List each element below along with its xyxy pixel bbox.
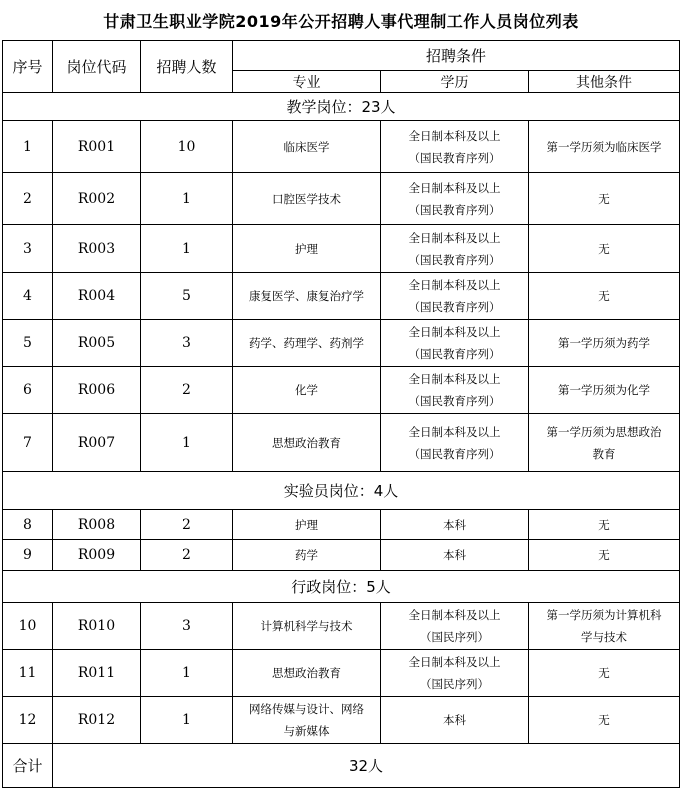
cell-code: R001 (53, 121, 141, 173)
cell-code: R003 (53, 225, 141, 273)
cell-major (233, 225, 381, 273)
cell-other (529, 697, 680, 744)
cell-education-line: 全日制本科及以上 (408, 424, 501, 439)
cell-education (381, 510, 529, 540)
table-row (3, 540, 680, 571)
table-row (3, 697, 680, 744)
cell-major-line: 计算机科学与技术 (260, 619, 353, 633)
cell-major-line: 思想政治教育 (272, 666, 341, 680)
cell-code: R005 (53, 320, 141, 367)
cell-count: 1 (141, 414, 233, 472)
cell-count: 3 (141, 603, 233, 650)
cell-other (529, 540, 680, 571)
cell-other-line: 第一学历须为化学 (558, 383, 650, 397)
cell-major-line: 护理 (295, 241, 318, 256)
table-row (3, 603, 680, 650)
cell-seq: 4 (3, 273, 53, 320)
cell-education (381, 225, 529, 273)
recruitment-table (2, 40, 680, 788)
section-row (3, 93, 680, 121)
table-row (3, 225, 680, 273)
section-row (3, 571, 680, 603)
table-row (3, 510, 680, 540)
cell-education-line: 全日制本科及以上 (408, 325, 501, 339)
cell-other-line: 第一学历须为药学 (558, 336, 650, 350)
cell-other-line: 无 (598, 517, 610, 532)
cell-count: 1 (141, 697, 233, 744)
cell-seq: 8 (3, 510, 53, 540)
cell-major-line: 口腔医学技术 (272, 191, 341, 206)
cell-count: 2 (141, 367, 233, 414)
cell-education-line: 本科 (443, 517, 466, 532)
cell-other (529, 121, 680, 173)
cell-other-line: 第一学历须为临床医学 (546, 139, 662, 154)
header-seq: 序号 (3, 41, 53, 93)
cell-education (381, 173, 529, 225)
cell-other-line: 无 (598, 548, 610, 562)
cell-education-line: （国民序列） (420, 677, 489, 691)
cell-other-line: 教育 (592, 446, 616, 461)
cell-other-line: 无 (598, 191, 610, 206)
cell-count: 2 (141, 510, 233, 540)
cell-major-line: 网络传媒与设计、网络 (249, 702, 364, 716)
total-value: 32人 (53, 744, 680, 788)
cell-count: 5 (141, 273, 233, 320)
header-education: 学历 (381, 71, 529, 93)
cell-other-line: 无 (598, 289, 610, 303)
cell-major (233, 273, 381, 320)
table-body (3, 41, 680, 788)
cell-other (529, 603, 680, 650)
section-row (3, 472, 680, 510)
cell-other-line: 第一学历须为计算机科 (546, 608, 662, 622)
cell-other (529, 367, 680, 414)
cell-education-line: （国民教育序列） (408, 446, 501, 461)
cell-count: 10 (141, 121, 233, 173)
cell-education-line: （国民教育序列） (408, 300, 501, 314)
cell-education (381, 414, 529, 472)
cell-education-line: （国民教育序列） (408, 150, 501, 165)
cell-code: R012 (53, 697, 141, 744)
cell-major (233, 414, 381, 472)
page-title: 甘肃卫生职业学院2019年公开招聘人事代理制工作人员岗位列表 (103, 11, 579, 31)
cell-major (233, 540, 381, 571)
cell-education-line: 全日制本科及以上 (408, 655, 501, 669)
cell-education (381, 603, 529, 650)
cell-education-line: （国民教育序列） (408, 202, 501, 217)
cell-other (529, 650, 680, 697)
cell-education-line: 全日制本科及以上 (408, 372, 501, 386)
cell-major (233, 603, 381, 650)
cell-major (233, 510, 381, 540)
cell-seq: 10 (3, 603, 53, 650)
cell-code: R011 (53, 650, 141, 697)
cell-other-line: 无 (598, 241, 610, 256)
cell-seq: 11 (3, 650, 53, 697)
cell-education-line: （国民教育序列） (408, 394, 501, 408)
section-label: 教学岗位：23人 (3, 93, 680, 121)
cell-count: 1 (141, 225, 233, 273)
cell-education-line: 全日制本科及以上 (408, 180, 501, 195)
cell-code: R007 (53, 414, 141, 472)
cell-education-line: 全日制本科及以上 (408, 128, 501, 143)
cell-major-line: 康复医学、康复治疗学 (249, 289, 364, 303)
total-row (3, 744, 680, 788)
cell-code: R004 (53, 273, 141, 320)
cell-other-line: 无 (598, 666, 610, 680)
cell-education-line: （国民教育序列） (408, 252, 501, 267)
cell-education-line: （国民序列） (420, 630, 489, 644)
cell-count: 1 (141, 173, 233, 225)
cell-code: R006 (53, 367, 141, 414)
cell-major-line: 与新媒体 (283, 724, 330, 738)
cell-education (381, 650, 529, 697)
cell-education (381, 540, 529, 571)
cell-major (233, 173, 381, 225)
cell-major (233, 367, 381, 414)
cell-seq: 12 (3, 697, 53, 744)
cell-education-line: （国民教育序列） (408, 347, 501, 361)
cell-major-line: 护理 (295, 517, 318, 532)
cell-education (381, 273, 529, 320)
header-count: 招聘人数 (141, 41, 233, 93)
table-row (3, 650, 680, 697)
table-row (3, 173, 680, 225)
total-label: 合计 (3, 744, 53, 788)
cell-other-line: 学与技术 (581, 630, 627, 644)
cell-code: R002 (53, 173, 141, 225)
cell-count: 2 (141, 540, 233, 571)
cell-code: R010 (53, 603, 141, 650)
cell-other-line: 无 (598, 713, 610, 727)
cell-education-line: 本科 (443, 548, 466, 562)
cell-other (529, 320, 680, 367)
table-row (3, 121, 680, 173)
cell-seq: 2 (3, 173, 53, 225)
cell-other (529, 225, 680, 273)
cell-education-line: 全日制本科及以上 (408, 608, 501, 622)
cell-seq: 5 (3, 320, 53, 367)
cell-seq: 1 (3, 121, 53, 173)
section-label: 实验员岗位：4人 (3, 472, 680, 510)
header-code: 岗位代码 (53, 41, 141, 93)
cell-other (529, 273, 680, 320)
cell-other-line: 第一学历须为思想政治 (546, 424, 662, 439)
cell-code: R008 (53, 510, 141, 540)
section-label: 行政岗位：5人 (3, 571, 680, 603)
cell-count: 3 (141, 320, 233, 367)
cell-major-line: 化学 (295, 383, 318, 397)
cell-major (233, 121, 381, 173)
cell-other (529, 510, 680, 540)
cell-major (233, 650, 381, 697)
cell-major-line: 药学 (295, 548, 318, 562)
header-conditions: 招聘条件 (233, 41, 680, 71)
cell-seq: 3 (3, 225, 53, 273)
cell-major (233, 320, 381, 367)
cell-education-line: 全日制本科及以上 (408, 278, 501, 292)
cell-seq: 9 (3, 540, 53, 571)
table-row (3, 414, 680, 472)
cell-seq: 6 (3, 367, 53, 414)
cell-education (381, 697, 529, 744)
cell-code: R009 (53, 540, 141, 571)
cell-education (381, 121, 529, 173)
cell-education (381, 320, 529, 367)
cell-seq: 7 (3, 414, 53, 472)
cell-major-line: 药学、药理学、药剂学 (249, 336, 364, 350)
cell-major-line: 临床医学 (283, 139, 330, 154)
cell-count: 1 (141, 650, 233, 697)
table-row (3, 367, 680, 414)
cell-education-line: 全日制本科及以上 (408, 230, 501, 245)
table-row (3, 273, 680, 320)
cell-major (233, 697, 381, 744)
header-major: 专业 (233, 71, 381, 93)
cell-major-line: 思想政治教育 (272, 435, 341, 450)
cell-other (529, 173, 680, 225)
cell-education-line: 本科 (443, 713, 466, 727)
header-other: 其他条件 (529, 71, 680, 93)
cell-other (529, 414, 680, 472)
header-row-top (3, 41, 680, 71)
table-row (3, 320, 680, 367)
cell-education (381, 367, 529, 414)
